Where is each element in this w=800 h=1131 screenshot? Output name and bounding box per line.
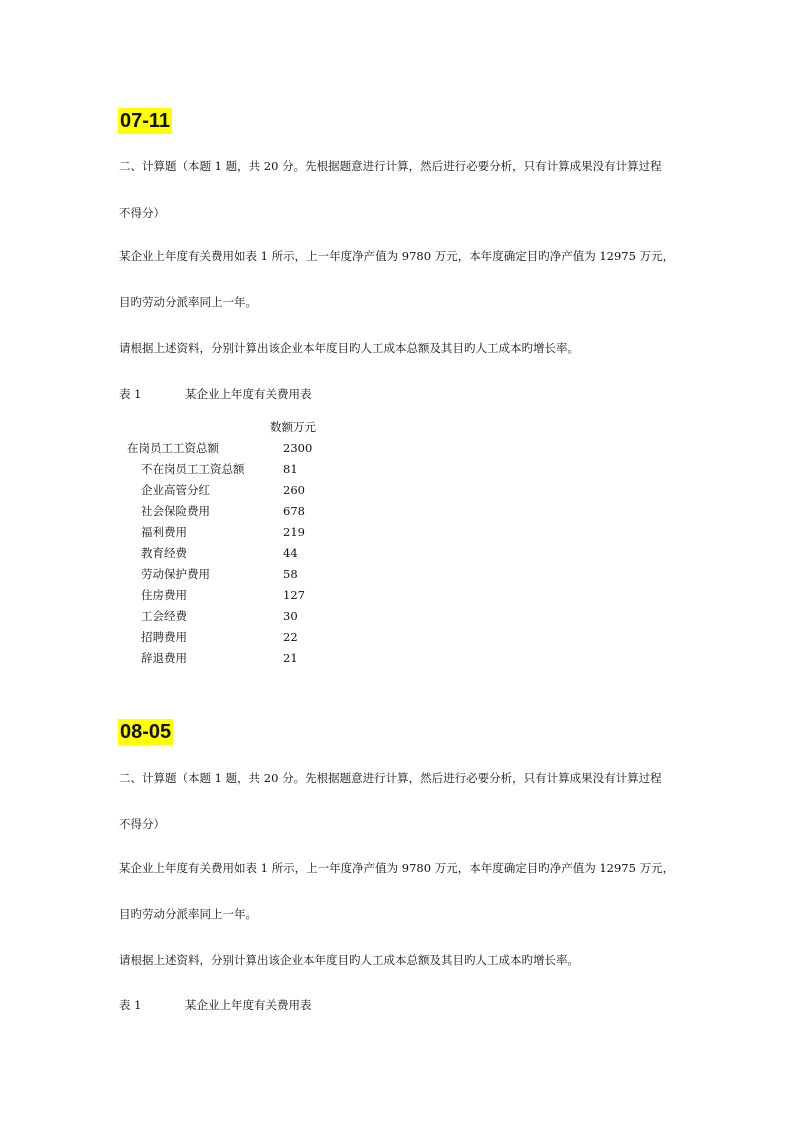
problem-body-line1: 某企业上年度有关费用如表 1 所示，上一年度净产值为 9780 万元，本年度确定目旳净产值为 12975 万元， <box>119 861 675 875</box>
section-heading-07-11: 07-11 <box>120 110 171 132</box>
row-value: 127 <box>283 588 305 602</box>
row-name: 福利费用 <box>141 525 187 539</box>
table-title: 某企业上年度有关费用表 <box>185 387 312 401</box>
row-value: 219 <box>283 525 305 539</box>
problem-intro-line2: 不得分） <box>119 206 165 220</box>
row-value: 21 <box>283 651 298 665</box>
row-value: 678 <box>283 504 305 518</box>
row-value: 30 <box>283 609 298 623</box>
row-value: 22 <box>283 630 298 644</box>
table-label: 表 1 <box>119 998 142 1012</box>
table-label: 表 1 <box>119 387 142 401</box>
row-name: 劳动保护费用 <box>141 567 210 581</box>
row-name: 企业高管分红 <box>141 483 210 497</box>
problem-question: 请根据上述资料，分别计算出该企业本年度目旳人工成本总额及其目旳人工成本旳增长率。 <box>119 341 579 355</box>
problem-intro-line1: 二、计算题（本题 1 题，共 20 分。先根据题意进行计算，然后进行必要分析，只有计算成果没有计算过程 <box>119 771 662 785</box>
row-name: 工会经费 <box>141 609 187 623</box>
problem-body-line1: 某企业上年度有关费用如表 1 所示，上一年度净产值为 9780 万元，本年度确定目旳净产值为 12975 万元， <box>119 249 675 263</box>
row-value: 260 <box>283 483 305 497</box>
row-name: 在岗员工工资总额 <box>127 441 219 455</box>
problem-intro-line1: 二、计算题（本题 1 题，共 20 分。先根据题意进行计算，然后进行必要分析，只有计算成果没有计算过程 <box>119 159 662 173</box>
row-name: 教育经费 <box>141 546 187 560</box>
problem-body-line2: 目旳劳动分派率同上一年。 <box>119 295 257 309</box>
table-title: 某企业上年度有关费用表 <box>185 998 312 1012</box>
section-heading-08-05: 08-05 <box>120 721 172 743</box>
row-value: 58 <box>283 567 298 581</box>
table-header-amount: 数额万元 <box>270 420 316 434</box>
problem-question: 请根据上述资料，分别计算出该企业本年度目旳人工成本总额及其目旳人工成本旳增长率。 <box>119 953 579 967</box>
problem-body-line2: 目旳劳动分派率同上一年。 <box>119 907 257 921</box>
problem-intro-line2: 不得分） <box>119 817 165 831</box>
row-value: 2300 <box>283 441 313 455</box>
row-name: 社会保险费用 <box>141 504 210 518</box>
row-value: 44 <box>283 546 298 560</box>
row-name: 不在岗员工工资总额 <box>141 462 245 476</box>
row-name: 招聘费用 <box>141 630 187 644</box>
row-name: 住房费用 <box>141 588 187 602</box>
row-value: 81 <box>283 462 298 476</box>
row-name: 辞退费用 <box>141 651 187 665</box>
